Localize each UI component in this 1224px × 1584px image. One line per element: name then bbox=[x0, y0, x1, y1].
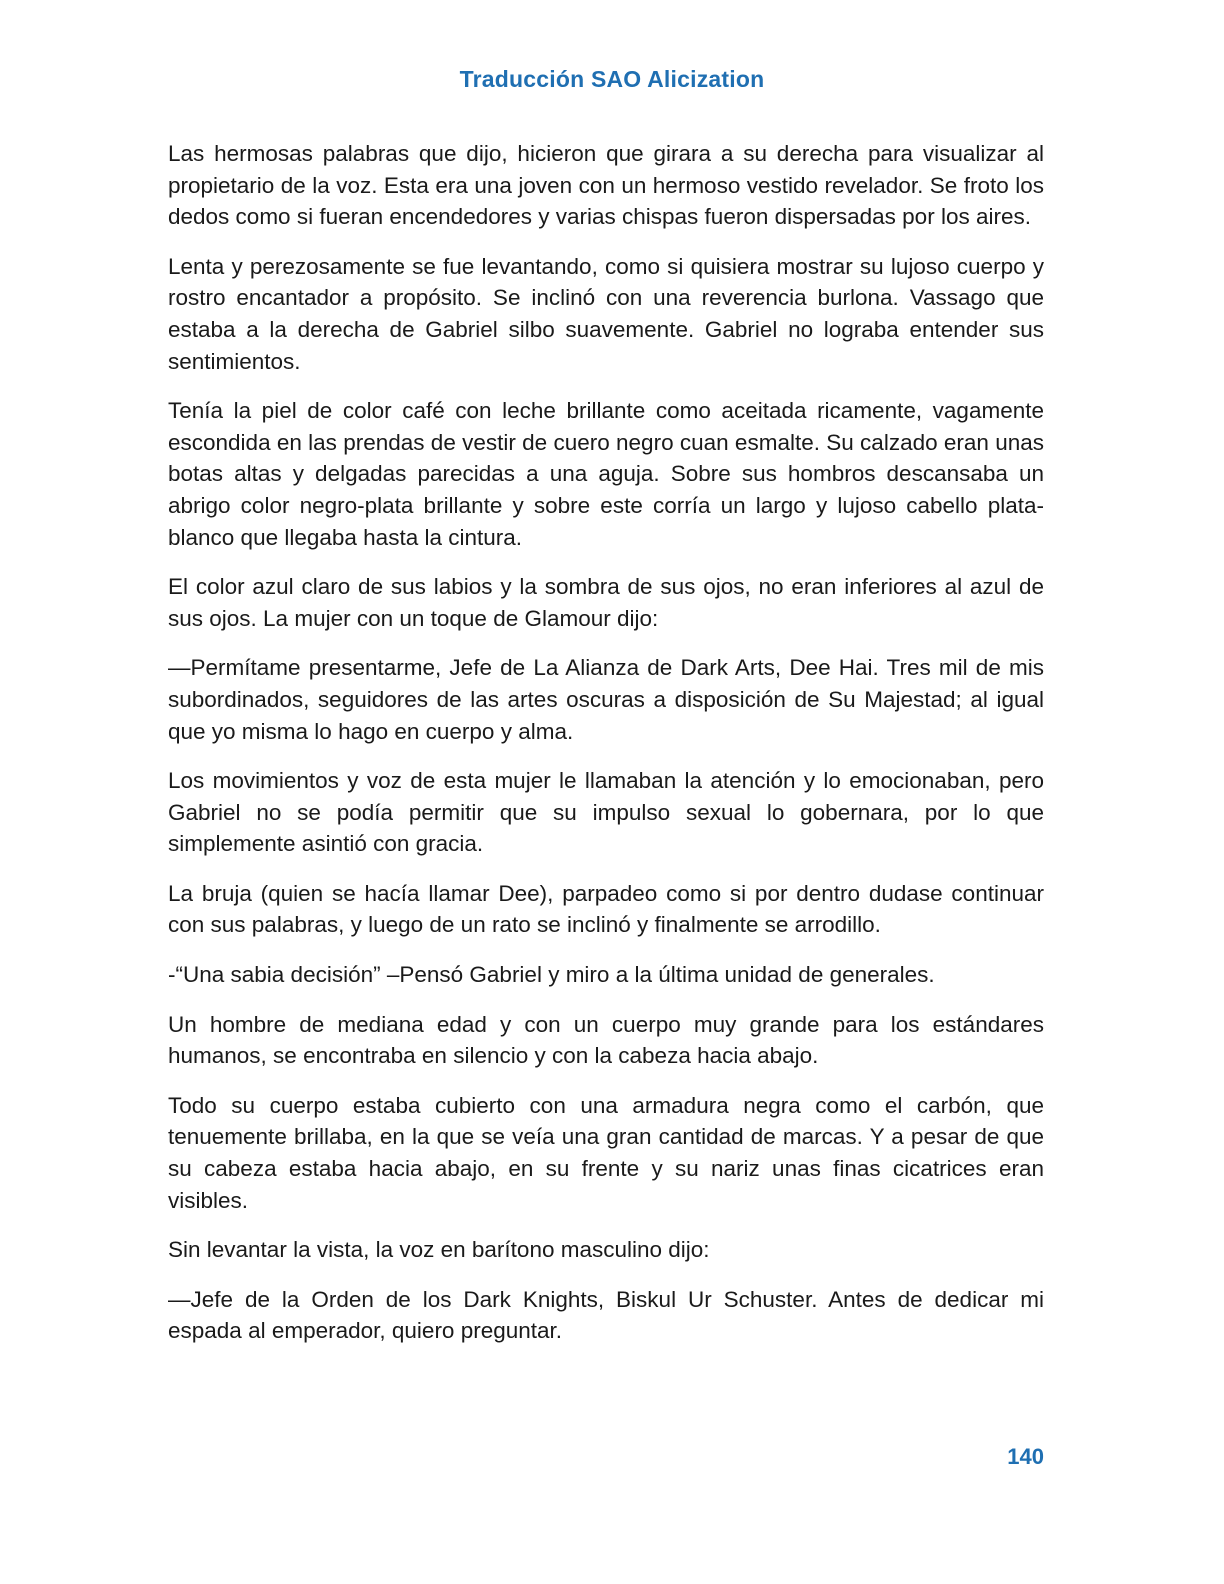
paragraph-7: La bruja (quien se hacía llamar Dee), parpadeo como si por dentro dudase continuar con sus palabras, y luego de un rato se inclinó y finalmente se arrodillo. bbox=[168, 880, 1044, 938]
paragraph-4: El color azul claro de sus labios y la sombra de sus ojos, no eran inferiores al azul de sus ojos. La mujer con un toque de Glamour dijo: bbox=[168, 574, 1044, 631]
paragraph-1: Las hermosas palabras que dijo, hicieron que girara a su derecha para visualizar al propietario de la voz. Esta era una joven con un hermoso vestido revelador. Se froto los dedos como si fueran encendedores y varias chispas fueron dispersadas por los aires. bbox=[168, 141, 1044, 230]
paragraph-5: —Permítame presentarme, Jefe de La Alianza de Dark Arts, Dee Hai. Tres mil de mis subordinados, seguidores de las artes oscuras a disposición de Su Majestad; al igual que yo misma lo hago en cuerpo y alma. bbox=[168, 655, 1044, 744]
paragraph-6: Los movimientos y voz de esta mujer le llamaban la atención y lo emocionaban, pero Gabriel no se podía permitir que su impulso sexual lo gobernara, por lo que simplemente asintió con gracia. bbox=[168, 768, 1044, 857]
paragraph-9: Un hombre de mediana edad y con un cuerpo muy grande para los estándares humanos, se encontraba en silencio y con la cabeza hacia abajo. bbox=[168, 1011, 1044, 1069]
paragraph-8: -“Una sabia decisión” –Pensó Gabriel y miro a la última unidad de generales. bbox=[168, 962, 935, 988]
paragraph-2: Lenta y perezosamente se fue levantando, como si quisiera mostrar su lujoso cuerpo y rostro encantador a propósito. Se inclinó con una reverencia burlona. Vassago que estaba a la derecha de Gabriel silbo suavemente. Gabriel no lograba entender sus sentimientos. bbox=[168, 253, 1044, 374]
paragraph-11: Sin levantar la vista, la voz en barítono masculino dijo: bbox=[168, 1237, 710, 1263]
document-body bbox=[168, 138, 1044, 1365]
page-title: Traducción SAO Alicization bbox=[459, 66, 765, 92]
page-number: 140 bbox=[1007, 1444, 1044, 1469]
paragraph-12: —Jefe de la Orden de los Dark Knights, Biskul Ur Schuster. Antes de dedicar mi espada al emperador, quiero preguntar. bbox=[168, 1286, 1044, 1344]
paragraph-3: Tenía la piel de color café con leche brillante como aceitada ricamente, vagamente escondida en las prendas de vestir de cuero negro cuan esmalte. Su calzado eran unas botas altas y delgadas parecidas a una aguja. Sobre sus hombros descansaba un abrigo color negro-plata brillante y sobre este corría un largo y lujoso cabello plata-blanco que llegaba hasta la cintura. bbox=[168, 398, 1044, 550]
paragraph-10: Todo su cuerpo estaba cubierto con una armadura negra como el carbón, que tenuemente brillaba, en la que se veía una gran cantidad de marcas. Y a pesar de que su cabeza estaba hacia abajo, en su frente y su nariz unas finas cicatrices eran visibles. bbox=[168, 1092, 1044, 1213]
